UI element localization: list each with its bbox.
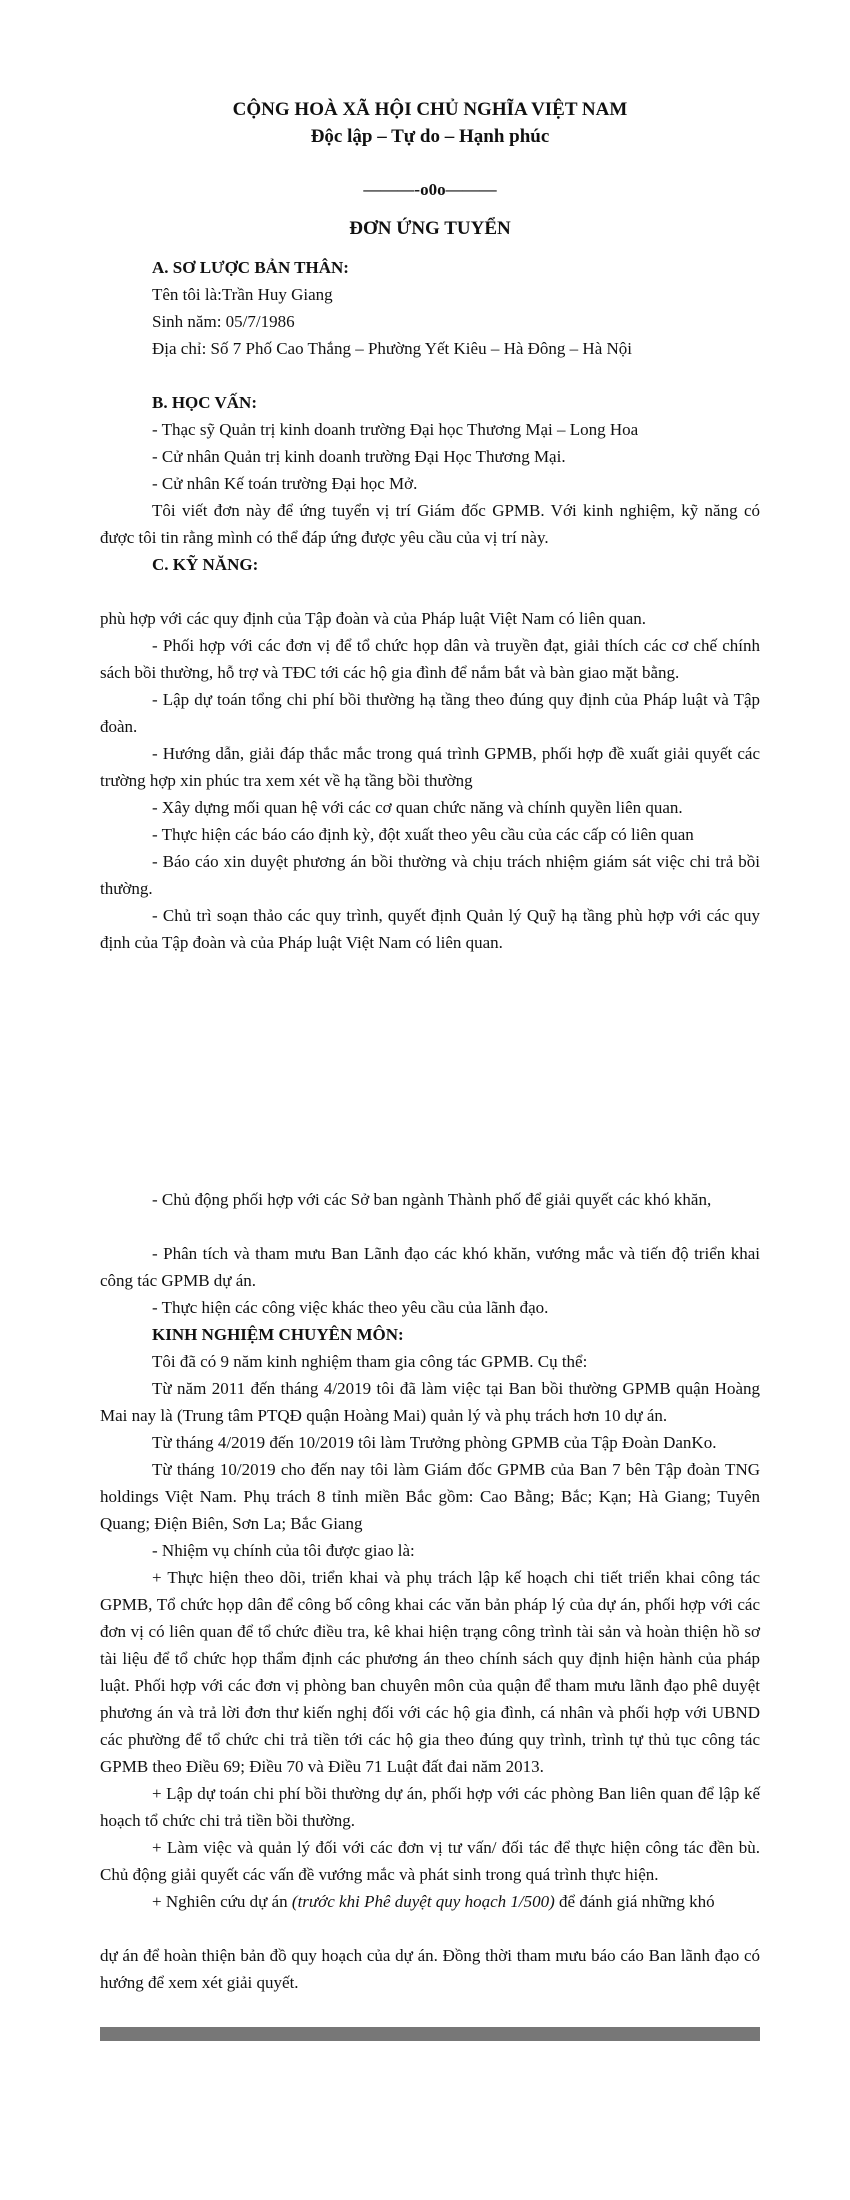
- experience-paragraph: Từ năm 2011 đến tháng 4/2019 tôi đã làm việc tại Ban bồi thường GPMB quận Hoàng Mai nay là (Trung tâm PTQĐ quận Hoàng Mai) quản lý và phụ trách hơn 10 dự án.: [100, 1379, 760, 1425]
- experience-heading: KINH NGHIỆM CHUYÊN MÔN:: [152, 1325, 404, 1344]
- document-page: [100, 0, 760, 1996]
- intro-paragraph: Tôi viết đơn này để ứng tuyển vị trí Giám đốc GPMB. Với kinh nghiệm, kỹ năng có được tôi tin rằng mình có thể đáp ứng được yêu cầu của vị trí này.: [100, 501, 760, 547]
- applicant-address: Địa chỉ: Số 7 Phố Cao Thắng – Phường Yết Kiêu – Hà Đông – Hà Nội: [152, 339, 632, 358]
- experience-paragraph: Tôi đã có 9 năm kinh nghiệm tham gia công tác GPMB. Cụ thể:: [152, 1352, 588, 1371]
- experience-paragraph: [100, 1888, 760, 1915]
- nation-heading: CỘNG HOÀ XÃ HỘI CHỦ NGHĨA VIỆT NAM: [232, 99, 628, 120]
- redaction-bar: [100, 2027, 760, 2041]
- education-item: - Cử nhân Quản trị kinh doanh trường Đại Học Thương Mại.: [152, 447, 566, 466]
- education-item: - Thạc sỹ Quản trị kinh doanh trường Đại học Thương Mại – Long Hoa: [152, 420, 639, 439]
- skill-item: - Xây dựng mối quan hệ với các cơ quan chức năng và chính quyền liên quan.: [152, 798, 683, 817]
- experience-paragraph: Từ tháng 4/2019 đến 10/2019 tôi làm Trưởng phòng GPMB của Tập Đoàn DanKo.: [152, 1433, 717, 1452]
- experience-paragraph: + Lập dự toán chi phí bồi thường dự án, phối hợp với các phòng Ban liên quan để lập kế hoạch tổ chức chi trả tiền bồi thường.: [100, 1784, 760, 1830]
- document-title: ĐƠN ỨNG TUYỂN: [349, 218, 511, 239]
- experience-paragraph: dự án để hoàn thiện bản đồ quy hoạch của dự án. Đồng thời tham mưu báo cáo Ban lãnh đạo có hướng để xem xét giải quyết.: [100, 1946, 760, 1992]
- skill-item: - Phân tích và tham mưu Ban Lãnh đạo các khó khăn, vướng mắc và tiến độ triển khai công tác GPMB dự án.: [100, 1244, 760, 1290]
- research-text: + Nghiên cứu dự án: [152, 1892, 292, 1911]
- research-text-end: để đánh giá những khó: [554, 1892, 715, 1911]
- education-item: - Cử nhân Kế toán trường Đại học Mở.: [152, 474, 418, 493]
- experience-paragraph: Từ tháng 10/2019 cho đến nay tôi làm Giám đốc GPMB của Ban 7 bên Tập đoàn TNG holdings Việt Nam. Phụ trách 8 tỉnh miền Bắc gồm: Cao Bằng; Bắc; Kạn; Hà Giang; Tuyên Quang; Điện Biên, Sơn La; Bắc Giang: [100, 1460, 760, 1533]
- experience-paragraph: + Thực hiện theo dõi, triển khai và phụ trách lập kế hoạch chi tiết triển khai công tác GPMB, Tổ chức họp dân để công bố công khai các văn bản pháp lý của dự án, phối hợp với các đơn vị có liên quan để tổ chức điều tra, kê khai hiện trạng công trình tài sản và hoàn thiện hồ sơ tài liệu để tổ chức họp thẩm định các phương án theo chính sách quy định hiện hành của pháp luật. Phối hợp với các đơn vị phòng ban chuyên môn của quận để tham mưu lãnh đạo phê duyệt phương án và trả lời đơn thư kiến nghị đối với các hộ gia đình, cá nhân và phối hợp với UBND các phường để tổ chức chi trả tiền tới các hộ gia theo đúng quy trình, trình tự thủ tục công tác GPMB theo Điều 69; Điều 70 và Điều 71 Luật đất đai năm 2013.: [100, 1568, 760, 1776]
- section-b-heading: B. HỌC VẤN:: [152, 393, 257, 412]
- applicant-dob: Sinh năm: 05/7/1986: [152, 312, 295, 331]
- skills-lead: phù hợp với các quy định của Tập đoàn và của Pháp luật Việt Nam có liên quan.: [100, 609, 647, 628]
- section-a-heading: A. SƠ LƯỢC BẢN THÂN:: [152, 258, 349, 277]
- skill-item: - Thực hiện các báo cáo định kỳ, đột xuất theo yêu cầu của các cấp có liên quan: [152, 825, 694, 844]
- motto: Độc lập – Tự do – Hạnh phúc: [310, 126, 550, 147]
- skill-item: - Chủ động phối hợp với các Sở ban ngành Thành phố để giải quyết các khó khăn,: [152, 1190, 712, 1209]
- skill-item: - Phối hợp với các đơn vị để tổ chức họp dân và truyền đạt, giải thích các cơ chế chính sách bồi thường, hỗ trợ và TĐC tới các hộ gia đình để nắm bắt và bàn giao mặt bằng.: [100, 636, 760, 682]
- skill-item: - Thực hiện các công việc khác theo yêu cầu của lãnh đạo.: [152, 1298, 549, 1317]
- experience-paragraph: + Làm việc và quản lý đối với các đơn vị tư vấn/ đối tác để thực hiện công tác đền bù. Chủ động giải quyết các vấn đề vướng mắc và phát sinh trong quá trình thực hiện.: [100, 1838, 760, 1884]
- blank-gap: [100, 956, 760, 1186]
- skill-item: - Chủ trì soạn thảo các quy trình, quyết định Quản lý Quỹ hạ tầng phù hợp với các quy định của Tập đoàn và của Pháp luật Việt Nam có liên quan.: [100, 906, 760, 952]
- section-c-heading: C. KỸ NĂNG:: [152, 555, 259, 574]
- experience-paragraph: - Nhiệm vụ chính của tôi được giao là:: [152, 1541, 415, 1560]
- separator: ———-o0o———: [363, 180, 497, 199]
- skill-item: - Hướng dẫn, giải đáp thắc mắc trong quá trình GPMB, phối hợp đề xuất giải quyết các trường hợp xin phúc tra xem xét về hạ tầng bồi thường: [100, 744, 760, 790]
- skill-item: - Báo cáo xin duyệt phương án bồi thường và chịu trách nhiệm giám sát việc chi trả bồi thường.: [100, 852, 760, 898]
- skill-item: - Lập dự toán tổng chi phí bồi thường hạ tầng theo đúng quy định của Pháp luật và Tập đoàn.: [100, 690, 760, 736]
- research-note: (trước khi Phê duyệt quy hoạch 1/500): [291, 1892, 555, 1911]
- applicant-name: Tên tôi là:Trần Huy Giang: [152, 285, 333, 304]
